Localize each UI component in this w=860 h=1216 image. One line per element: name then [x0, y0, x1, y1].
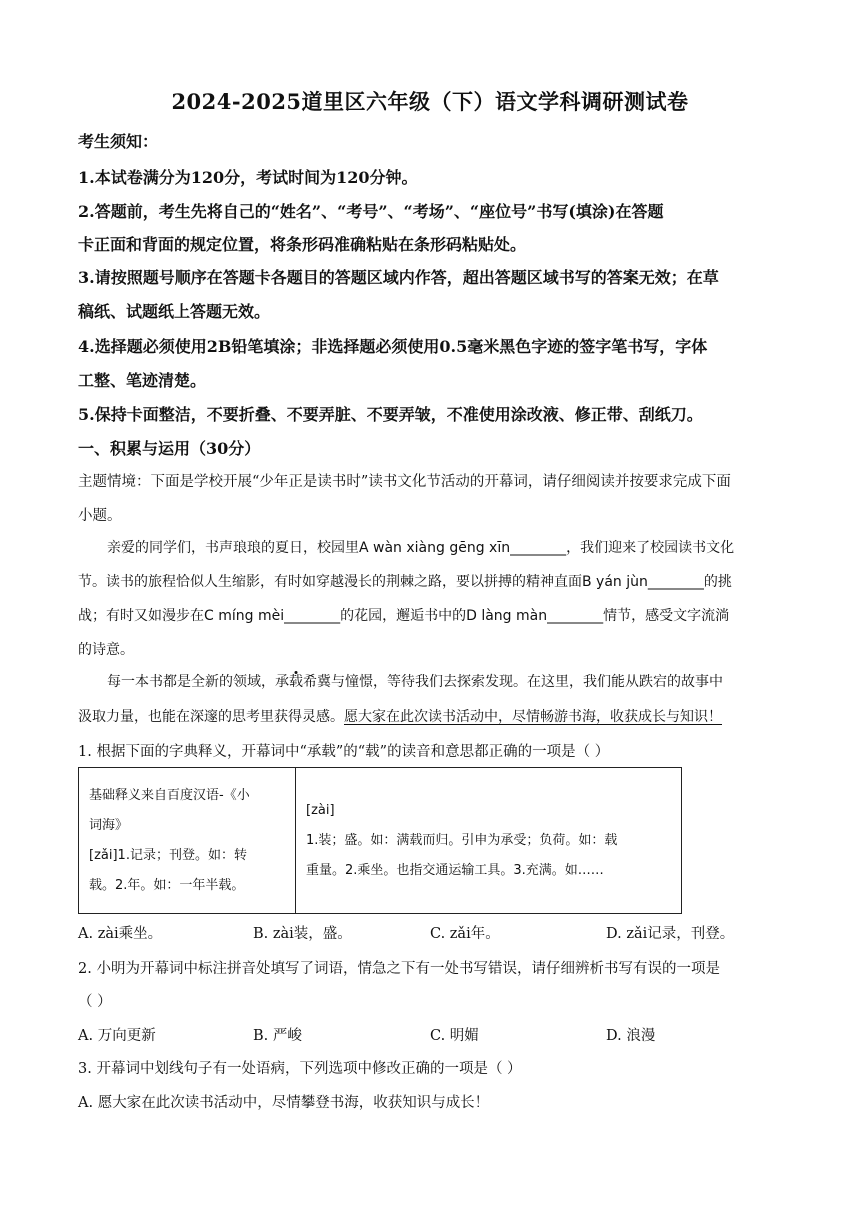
speech-line: 战；有时又如漫步在C míng mèi________的花园，邂逅书中的D làng màn________情节，感受文字流淌 — [78, 608, 730, 624]
notice-item: 4.选择题必须使用2B铅笔填涂；非选择题必须使用0.5毫米黑色字迹的签字笔书写，字体 — [78, 337, 708, 356]
question-3-stem: 3. 开幕词中划线句子有一处语病，下列选项中修改正确的一项是（ ） — [78, 1061, 522, 1077]
notice-item: 2.答题前，考生先将自己的“姓名”、“考号”、“考场”、“座位号”书写(填涂)在答题 — [78, 202, 664, 221]
exam-title: 2024-2025道里区六年级（下）语文学科调研测试卷 — [171, 89, 689, 114]
dictionary-text: 重量。2.乘坐。也指交通运输工具。3.充满。如…… — [306, 862, 604, 878]
speech-text: 汲取力量，也能在深邃的思考里获得灵感。 — [78, 709, 344, 725]
dictionary-cell-left — [79, 768, 296, 914]
question-2-paren: （ ） — [78, 994, 112, 1010]
speech-text: 希冀与憧憬，等待我们去探索发现。在这里，我们能从跌宕的故事中 — [303, 674, 723, 690]
speech-line — [78, 706, 782, 726]
context-line: 小题。 — [78, 508, 122, 524]
notice-item: 1.本试卷满分为120分，考试时间为120分钟。 — [78, 168, 418, 187]
q3-option-a[interactable]: A. 愿大家在此次读书活动中，尽情攀登书海，收获知识与成长！ — [78, 1095, 490, 1111]
notice-item: 3.请按照题号顺序在答题卡各题目的答题区域内作答，超出答题区域书写的答案无效；在草 — [78, 268, 719, 287]
emphasized-char: 载 — [289, 674, 303, 690]
dictionary-text: 载。2.年。如：一年半载。 — [89, 877, 245, 893]
dictionary-text: 基础释义来自百度汉语-《小 — [89, 787, 250, 803]
notice-item: 卡正面和背面的规定位置，将条形码准确粘贴在条形码粘贴处。 — [78, 235, 527, 254]
q2-option-d[interactable]: D. 浪漫 — [606, 1028, 656, 1044]
context-line: 主题情境：下面是学校开展“少年正是读书时”读书文化节活动的开幕词，请仔细阅读并按要求完成下面 — [78, 474, 731, 490]
dictionary-text: 词海》 — [89, 817, 129, 833]
dictionary-table — [78, 767, 682, 914]
q2-option-b[interactable]: B. 严峻 — [253, 1028, 302, 1044]
speech-line: 亲爱的同学们，书声琅琅的夏日，校园里A wàn xiàng gēng xīn________，我们迎来了校园读书文化 — [107, 540, 735, 556]
question-2-stem: 2. 小明为开幕词中标注拼音处填写了词语，情急之下有一处书写错误，请仔细辨析书写有误的一项是 — [78, 961, 720, 977]
q1-option-a[interactable]: A. zài乘坐。 — [78, 926, 163, 942]
speech-line — [78, 671, 782, 691]
q2-option-c[interactable]: C. 明媚 — [430, 1028, 479, 1044]
speech-text: 每一本书都是全新的领域，承 — [107, 674, 289, 690]
underlined-sentence: 愿大家在此次读书活动中，尽情畅游书海，收获成长与知识！ — [344, 709, 722, 725]
speech-line: 的诗意。 — [78, 642, 134, 658]
q1-option-d[interactable]: D. zǎi记录，刊登。 — [606, 926, 735, 942]
dictionary-cell-right — [296, 768, 682, 914]
question-1-stem: 1. 根据下面的字典释义，开幕词中“承载”的“载”的读音和意思都正确的一项是（ ） — [78, 744, 610, 760]
notice-item: 工整、笔迹清楚。 — [78, 371, 207, 390]
notice-item: 稿纸、试题纸上答题无效。 — [78, 302, 271, 321]
dictionary-text: 1.装；盛。如：满载而归。引申为承受；负荷。如：载 — [306, 832, 618, 848]
notice-item: 5.保持卡面整洁，不要折叠、不要弄脏、不要弄皱，不准使用涂改液、修正带、刮纸刀。 — [78, 405, 703, 424]
dictionary-text: [zǎi]1.记录；刊登。如：转 — [89, 847, 247, 863]
dictionary-text: [zài] — [306, 802, 335, 818]
q2-option-a[interactable]: A. 万向更新 — [78, 1028, 156, 1044]
notice-heading: 考生须知： — [78, 132, 159, 151]
q1-option-b[interactable]: B. zài装，盛。 — [253, 926, 352, 942]
section-heading: 一、积累与运用（30分） — [78, 439, 261, 458]
speech-line: 节。读书的旅程恰似人生缩影，有时如穿越漫长的荆棘之路，要以拼搏的精神直面B yán jùn________的挑 — [78, 574, 732, 590]
q1-option-c[interactable]: C. zǎi年。 — [430, 926, 500, 942]
